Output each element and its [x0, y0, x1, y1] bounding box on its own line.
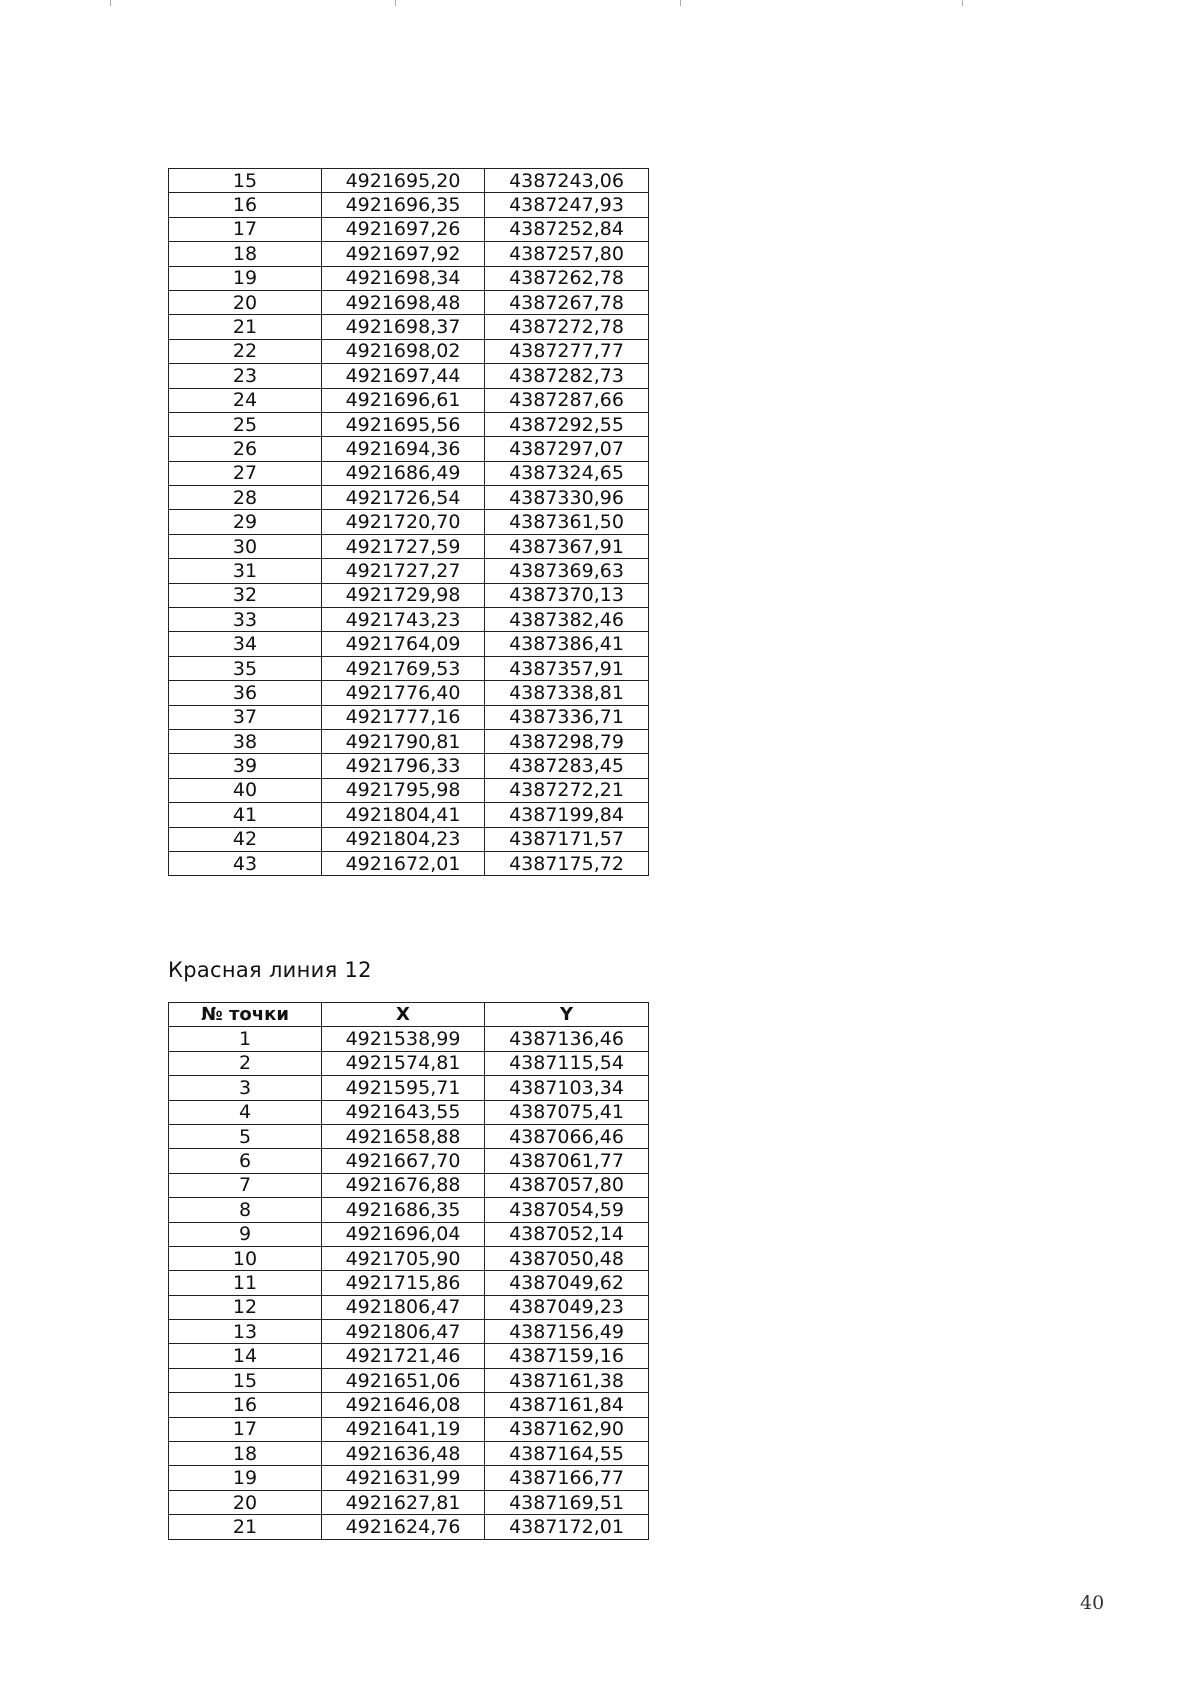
y-coordinate-cell: 4387066,46 [485, 1124, 649, 1148]
y-coordinate-cell: 4387292,55 [485, 412, 649, 436]
x-coordinate-cell: 4921790,81 [322, 729, 485, 753]
y-coordinate-cell: 4387283,45 [485, 754, 649, 778]
point-number-cell: 20 [169, 290, 322, 314]
table-row [169, 656, 649, 680]
y-coordinate-cell: 4387297,07 [485, 437, 649, 461]
y-coordinate-cell: 4387049,23 [485, 1295, 649, 1319]
coordinates-table-body [169, 169, 649, 876]
point-number-cell: 25 [169, 412, 322, 436]
table-row [169, 1222, 649, 1246]
y-coordinate-cell: 4387057,80 [485, 1173, 649, 1197]
y-coordinate-cell: 4387330,96 [485, 486, 649, 510]
point-number-cell: 32 [169, 583, 322, 607]
table-row [169, 1124, 649, 1148]
header-y: Y [485, 1003, 649, 1027]
point-number-cell: 37 [169, 705, 322, 729]
table-row [169, 803, 649, 827]
x-coordinate-cell: 4921595,71 [322, 1076, 485, 1100]
point-number-cell: 41 [169, 803, 322, 827]
table-row [169, 412, 649, 436]
table-row [169, 1027, 649, 1051]
y-coordinate-cell: 4387257,80 [485, 242, 649, 266]
y-coordinate-cell: 4387243,06 [485, 169, 649, 193]
table-row [169, 1100, 649, 1124]
x-coordinate-cell: 4921727,59 [322, 534, 485, 558]
y-coordinate-cell: 4387336,71 [485, 705, 649, 729]
point-number-cell: 22 [169, 339, 322, 363]
point-number-cell: 24 [169, 388, 322, 412]
x-coordinate-cell: 4921676,88 [322, 1173, 485, 1197]
x-coordinate-cell: 4921646,08 [322, 1393, 485, 1417]
y-coordinate-cell: 4387050,48 [485, 1246, 649, 1270]
table-row [169, 1198, 649, 1222]
y-coordinate-cell: 4387161,38 [485, 1368, 649, 1392]
y-coordinate-cell: 4387103,34 [485, 1076, 649, 1100]
x-coordinate-cell: 4921777,16 [322, 705, 485, 729]
table-row [169, 364, 649, 388]
table-row [169, 1051, 649, 1075]
table-row [169, 1246, 649, 1270]
x-coordinate-cell: 4921806,47 [322, 1295, 485, 1319]
table-row [169, 169, 649, 193]
y-coordinate-cell: 4387272,78 [485, 315, 649, 339]
y-coordinate-cell: 4387172,01 [485, 1515, 649, 1539]
point-number-cell: 16 [169, 193, 322, 217]
table-row [169, 1442, 649, 1466]
x-coordinate-cell: 4921696,61 [322, 388, 485, 412]
x-coordinate-cell: 4921695,56 [322, 412, 485, 436]
y-coordinate-cell: 4387370,13 [485, 583, 649, 607]
point-number-cell: 18 [169, 1442, 322, 1466]
table-row [169, 1344, 649, 1368]
point-number-cell: 21 [169, 315, 322, 339]
x-coordinate-cell: 4921698,34 [322, 266, 485, 290]
table-row [169, 827, 649, 851]
y-coordinate-cell: 4387171,57 [485, 827, 649, 851]
table-row [169, 1466, 649, 1490]
table-row [169, 1271, 649, 1295]
point-number-cell: 23 [169, 364, 322, 388]
x-coordinate-cell: 4921697,44 [322, 364, 485, 388]
point-number-cell: 13 [169, 1320, 322, 1344]
y-coordinate-cell: 4387247,93 [485, 193, 649, 217]
table-row [169, 510, 649, 534]
header-point-number: № точки [169, 1003, 322, 1027]
table-row [169, 217, 649, 241]
table-row [169, 1149, 649, 1173]
table-row [169, 1368, 649, 1392]
y-coordinate-cell: 4387049,62 [485, 1271, 649, 1295]
y-coordinate-cell: 4387115,54 [485, 1051, 649, 1075]
x-coordinate-cell: 4921627,81 [322, 1490, 485, 1514]
y-coordinate-cell: 4387169,51 [485, 1490, 649, 1514]
point-number-cell: 43 [169, 851, 322, 875]
x-coordinate-cell: 4921698,37 [322, 315, 485, 339]
point-number-cell: 6 [169, 1149, 322, 1173]
point-number-cell: 4 [169, 1100, 322, 1124]
y-coordinate-cell: 4387272,21 [485, 778, 649, 802]
point-number-cell: 26 [169, 437, 322, 461]
table-row [169, 242, 649, 266]
y-coordinate-cell: 4387262,78 [485, 266, 649, 290]
point-number-cell: 20 [169, 1490, 322, 1514]
point-number-cell: 19 [169, 1466, 322, 1490]
x-coordinate-cell: 4921696,35 [322, 193, 485, 217]
table-row [169, 315, 649, 339]
x-coordinate-cell: 4921720,70 [322, 510, 485, 534]
point-number-cell: 7 [169, 1173, 322, 1197]
x-coordinate-cell: 4921686,49 [322, 461, 485, 485]
x-coordinate-cell: 4921698,02 [322, 339, 485, 363]
y-coordinate-cell: 4387338,81 [485, 681, 649, 705]
y-coordinate-cell: 4387161,84 [485, 1393, 649, 1417]
point-number-cell: 33 [169, 608, 322, 632]
point-number-cell: 35 [169, 656, 322, 680]
point-number-cell: 9 [169, 1222, 322, 1246]
point-number-cell: 36 [169, 681, 322, 705]
x-coordinate-cell: 4921696,04 [322, 1222, 485, 1246]
x-coordinate-cell: 4921667,70 [322, 1149, 485, 1173]
table-row [169, 583, 649, 607]
x-coordinate-cell: 4921743,23 [322, 608, 485, 632]
table-row [169, 778, 649, 802]
point-number-cell: 11 [169, 1271, 322, 1295]
x-coordinate-cell: 4921672,01 [322, 851, 485, 875]
table-row [169, 1076, 649, 1100]
y-coordinate-cell: 4387324,65 [485, 461, 649, 485]
table-row [169, 437, 649, 461]
scan-mark [962, 0, 963, 6]
y-coordinate-cell: 4387199,84 [485, 803, 649, 827]
x-coordinate-cell: 4921715,86 [322, 1271, 485, 1295]
table-row [169, 534, 649, 558]
table-row [169, 632, 649, 656]
point-number-cell: 19 [169, 266, 322, 290]
table-row [169, 681, 649, 705]
point-number-cell: 3 [169, 1076, 322, 1100]
point-number-cell: 18 [169, 242, 322, 266]
x-coordinate-cell: 4921726,54 [322, 486, 485, 510]
x-coordinate-cell: 4921538,99 [322, 1027, 485, 1051]
x-coordinate-cell: 4921694,36 [322, 437, 485, 461]
header-x: X [322, 1003, 485, 1027]
y-coordinate-cell: 4387287,66 [485, 388, 649, 412]
table-row [169, 1173, 649, 1197]
point-number-cell: 38 [169, 729, 322, 753]
point-number-cell: 30 [169, 534, 322, 558]
y-coordinate-cell: 4387075,41 [485, 1100, 649, 1124]
x-coordinate-cell: 4921806,47 [322, 1320, 485, 1344]
table-row [169, 339, 649, 363]
x-coordinate-cell: 4921796,33 [322, 754, 485, 778]
y-coordinate-cell: 4387282,73 [485, 364, 649, 388]
x-coordinate-cell: 4921641,19 [322, 1417, 485, 1441]
point-number-cell: 5 [169, 1124, 322, 1148]
y-coordinate-cell: 4387361,50 [485, 510, 649, 534]
x-coordinate-cell: 4921643,55 [322, 1100, 485, 1124]
scan-mark [395, 0, 396, 6]
y-coordinate-cell: 4387164,55 [485, 1442, 649, 1466]
point-number-cell: 42 [169, 827, 322, 851]
y-coordinate-cell: 4387386,41 [485, 632, 649, 656]
table-header-row [169, 1003, 649, 1027]
point-number-cell: 39 [169, 754, 322, 778]
y-coordinate-cell: 4387277,77 [485, 339, 649, 363]
point-number-cell: 10 [169, 1246, 322, 1270]
y-coordinate-cell: 4387052,14 [485, 1222, 649, 1246]
point-number-cell: 15 [169, 169, 322, 193]
table-row [169, 266, 649, 290]
table-row [169, 559, 649, 583]
y-coordinate-cell: 4387054,59 [485, 1198, 649, 1222]
table-row [169, 1393, 649, 1417]
x-coordinate-cell: 4921686,35 [322, 1198, 485, 1222]
x-coordinate-cell: 4921698,48 [322, 290, 485, 314]
x-coordinate-cell: 4921697,26 [322, 217, 485, 241]
y-coordinate-cell: 4387367,91 [485, 534, 649, 558]
x-coordinate-cell: 4921658,88 [322, 1124, 485, 1148]
scan-mark [680, 0, 681, 6]
table-row [169, 1320, 649, 1344]
table-row [169, 608, 649, 632]
point-number-cell: 34 [169, 632, 322, 656]
point-number-cell: 12 [169, 1295, 322, 1319]
point-number-cell: 8 [169, 1198, 322, 1222]
x-coordinate-cell: 4921729,98 [322, 583, 485, 607]
y-coordinate-cell: 4387162,90 [485, 1417, 649, 1441]
x-coordinate-cell: 4921721,46 [322, 1344, 485, 1368]
red-line-12-table-body [169, 1027, 649, 1539]
y-coordinate-cell: 4387357,91 [485, 656, 649, 680]
point-number-cell: 21 [169, 1515, 322, 1539]
x-coordinate-cell: 4921764,09 [322, 632, 485, 656]
y-coordinate-cell: 4387382,46 [485, 608, 649, 632]
table-row [169, 193, 649, 217]
point-number-cell: 15 [169, 1368, 322, 1392]
y-coordinate-cell: 4387159,16 [485, 1344, 649, 1368]
table-row [169, 1295, 649, 1319]
table-row [169, 851, 649, 875]
table-row [169, 486, 649, 510]
table-row [169, 388, 649, 412]
y-coordinate-cell: 4387369,63 [485, 559, 649, 583]
point-number-cell: 40 [169, 778, 322, 802]
x-coordinate-cell: 4921574,81 [322, 1051, 485, 1075]
point-number-cell: 28 [169, 486, 322, 510]
table-row [169, 461, 649, 485]
point-number-cell: 17 [169, 1417, 322, 1441]
section-heading: Красная линия 12 [168, 958, 372, 982]
y-coordinate-cell: 4387166,77 [485, 1466, 649, 1490]
x-coordinate-cell: 4921804,23 [322, 827, 485, 851]
x-coordinate-cell: 4921776,40 [322, 681, 485, 705]
x-coordinate-cell: 4921705,90 [322, 1246, 485, 1270]
x-coordinate-cell: 4921697,92 [322, 242, 485, 266]
y-coordinate-cell: 4387298,79 [485, 729, 649, 753]
y-coordinate-cell: 4387156,49 [485, 1320, 649, 1344]
y-coordinate-cell: 4387252,84 [485, 217, 649, 241]
table-row [169, 290, 649, 314]
page-number: 40 [1080, 1592, 1105, 1614]
table-row [169, 1515, 649, 1539]
y-coordinate-cell: 4387267,78 [485, 290, 649, 314]
y-coordinate-cell: 4387175,72 [485, 851, 649, 875]
point-number-cell: 31 [169, 559, 322, 583]
point-number-cell: 17 [169, 217, 322, 241]
point-number-cell: 2 [169, 1051, 322, 1075]
y-coordinate-cell: 4387136,46 [485, 1027, 649, 1051]
x-coordinate-cell: 4921795,98 [322, 778, 485, 802]
x-coordinate-cell: 4921695,20 [322, 169, 485, 193]
y-coordinate-cell: 4387061,77 [485, 1149, 649, 1173]
point-number-cell: 27 [169, 461, 322, 485]
x-coordinate-cell: 4921727,27 [322, 559, 485, 583]
coordinates-table-continued [168, 168, 649, 876]
x-coordinate-cell: 4921651,06 [322, 1368, 485, 1392]
x-coordinate-cell: 4921624,76 [322, 1515, 485, 1539]
point-number-cell: 14 [169, 1344, 322, 1368]
scan-mark [110, 0, 111, 6]
point-number-cell: 1 [169, 1027, 322, 1051]
x-coordinate-cell: 4921631,99 [322, 1466, 485, 1490]
table-row [169, 1490, 649, 1514]
x-coordinate-cell: 4921769,53 [322, 656, 485, 680]
table-row [169, 729, 649, 753]
x-coordinate-cell: 4921804,41 [322, 803, 485, 827]
red-line-12-table [168, 1002, 649, 1540]
x-coordinate-cell: 4921636,48 [322, 1442, 485, 1466]
point-number-cell: 29 [169, 510, 322, 534]
table-row [169, 705, 649, 729]
table-row [169, 1417, 649, 1441]
table-row [169, 754, 649, 778]
point-number-cell: 16 [169, 1393, 322, 1417]
